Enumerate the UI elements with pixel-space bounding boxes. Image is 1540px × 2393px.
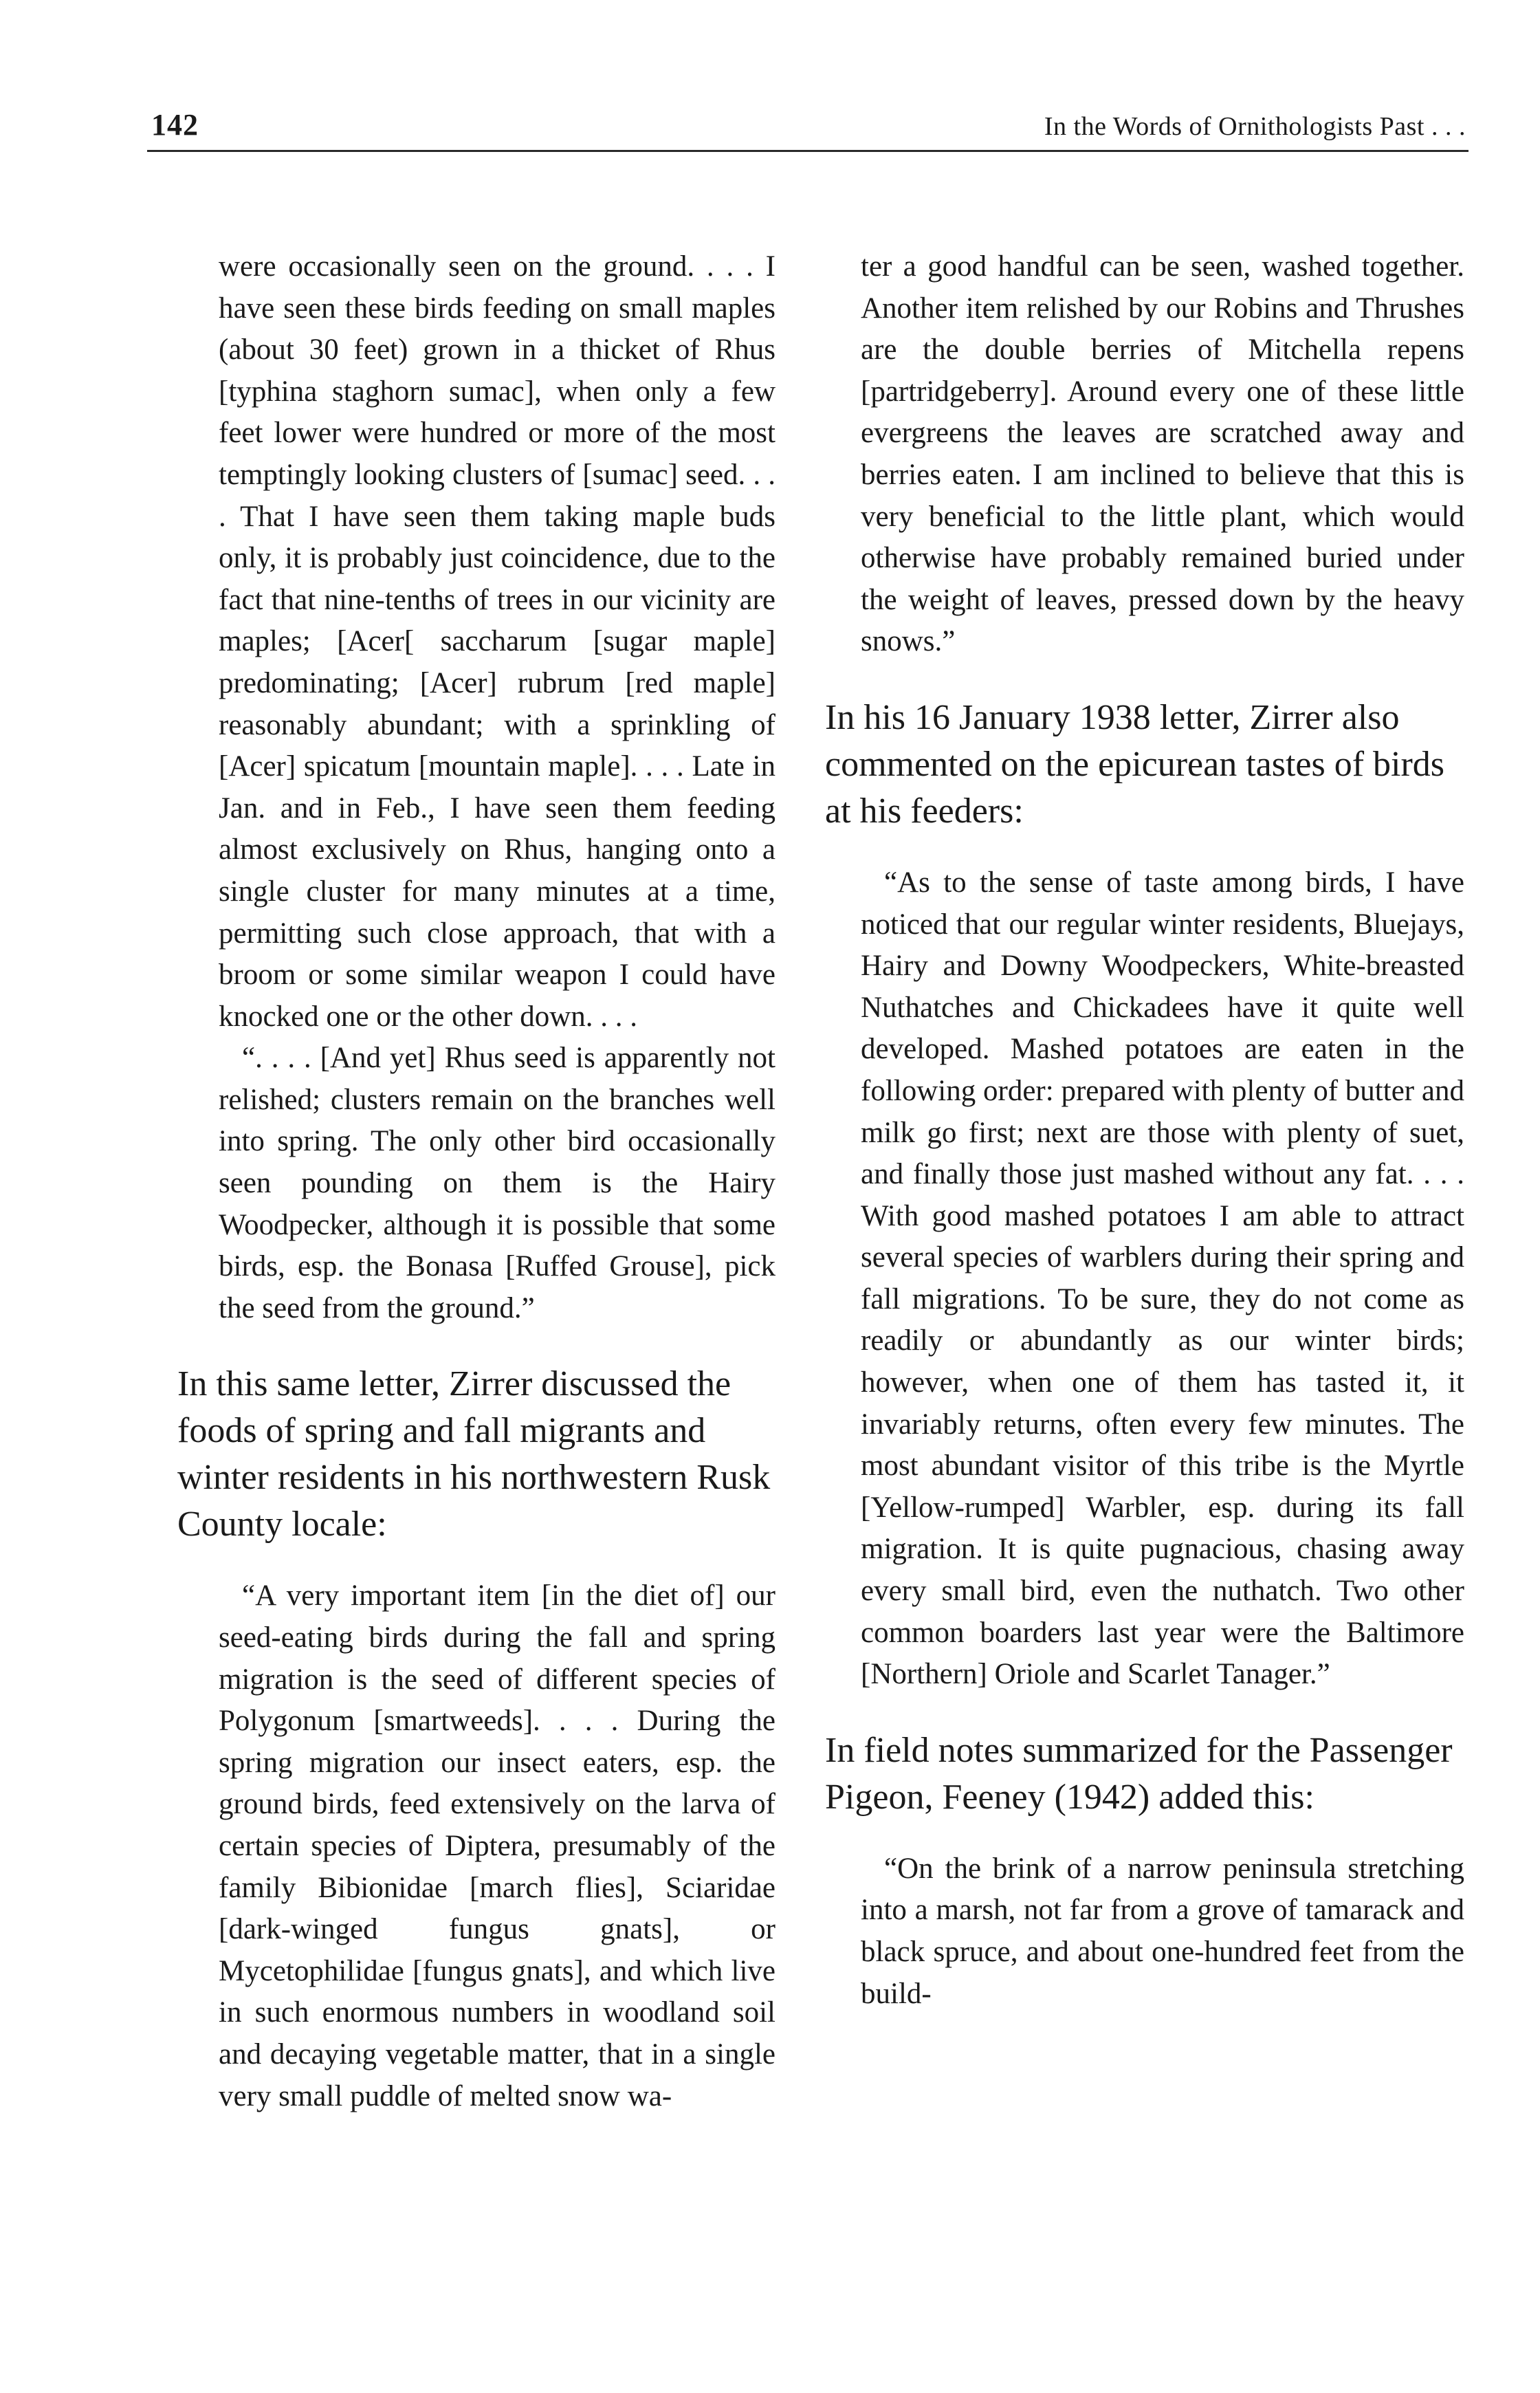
section-intro-epicurean: In his 16 January 1938 letter, Zirrer also commented on the epicurean tastes of birds at his feeders: <box>825 697 1445 831</box>
quote-rhus-paragraph: “. . . . [And yet] Rhus seed is apparently not relished; clusters remain on the branches well into spring. The only other bird occasionally seen pounding on them is the Hairy Woodpecker, although it is possible that some birds, esp. the Bonasa [Ruffed Grouse], pick the seed from the ground.” <box>219 1042 776 1324</box>
section-intro-field-notes: In field notes summarized for the Passenger Pigeon, Feeney (1942) added this: <box>825 1730 1453 1817</box>
quote-continuation-paragraph: were occasionally seen on the ground. . . . I have seen these birds feeding on small maples (about 30 feet) grown in a thicket of Rhus [typhina staghorn sumac], when only a few feet lower were hundred or more of the most temptingly looking clusters of [sumac] seed. . . . That I have seen them taking maple buds only, it is probably just coincidence, due to the fact that nine-tenths of trees in our vicinity are maples; [Acer[ saccharum [sugar maple] predominating; [Acer] rubrum [red maple] reasonably abundant; with a sprinkling of [Acer] spicatum [mountain maple]. . . . Late in Jan. and in Feb., I have seen them feeding almost exclusively on Rhus, hanging onto a single cluster for many minutes at a time, permitting such close approach, that with a broom or some similar weapon I could have knocked one or the other down. . . . <box>219 250 776 1033</box>
running-title: In the Words of Ornithologists Past . . . <box>1044 112 1466 141</box>
quote-continuation-robins: ter a good handful can be seen, washed together. Another item relished by our Robins and Thrushes are the double berries of Mitchella repens [partridgeberry]. Around every one of these little evergreens the leaves are scratched away and berries eaten. I am inclined to believe that this is very beneficial to the little plant, which would otherwise have probably remained buried under the weight of leaves, pressed down by the heavy snows.” <box>861 250 1464 658</box>
left-column <box>177 246 776 2117</box>
quote-peninsula-paragraph: “On the brink of a narrow peninsula stretching into a marsh, not far from a grove of tamarack and black spruce, and about one-hundred feet from the build- <box>861 1852 1464 2010</box>
quote-taste-paragraph: “As to the sense of taste among birds, I have noticed that our regular winter residents, Bluejays, Hairy and Downy Woodpeckers, White-breasted Nuthatches and Chickadees have it quite well developed. Mashed potatoes are eaten in the following order: prepared with plenty of butter and milk go first; next are those with plenty of suet, and finally those just mashed without any fat. . . . With good mashed potatoes I am able to attract several species of warblers during their spring and fall migrations. To be sure, they do not come as readily or abundantly as our winter birds; however, when one of them has tasted it, it invariably returns, often every few minutes. The most abundant visitor of this tribe is the Myrtle [Yellow-rumped] Warbler, esp. during its fall migration. It is quite pugnacious, chasing away every small bird, even the nuthatch. Two other common boarders last year were the Baltimore [Northern] Oriole and Scarlet Tanager.” <box>861 866 1464 1691</box>
page-header <box>147 103 1468 152</box>
right-column <box>825 246 1464 2015</box>
quote-seed-eating-paragraph: “A very important item [in the diet of] our seed-eating birds during the fall and spring migration is the seed of different species of Polygonum [smartweeds]. . . . During the spring migration our insect eaters, esp. the ground birds, feed extensively on the larva of certain species of Diptera, presumably of the family Bibionidae [march flies], Sciaridae [dark-winged fungus gnats], or Mycetophilidae [fungus gnats], and which live in such enormous numbers in woodland soil and decaying vegetable matter, that in a single very small puddle of melted snow wa- <box>219 1580 776 2112</box>
section-intro-migrants: In this same letter, Zirrer discussed the foods of spring and fall migrants and winter residents in his northwestern Rusk County locale: <box>177 1364 771 1544</box>
page-number: 142 <box>151 108 199 142</box>
